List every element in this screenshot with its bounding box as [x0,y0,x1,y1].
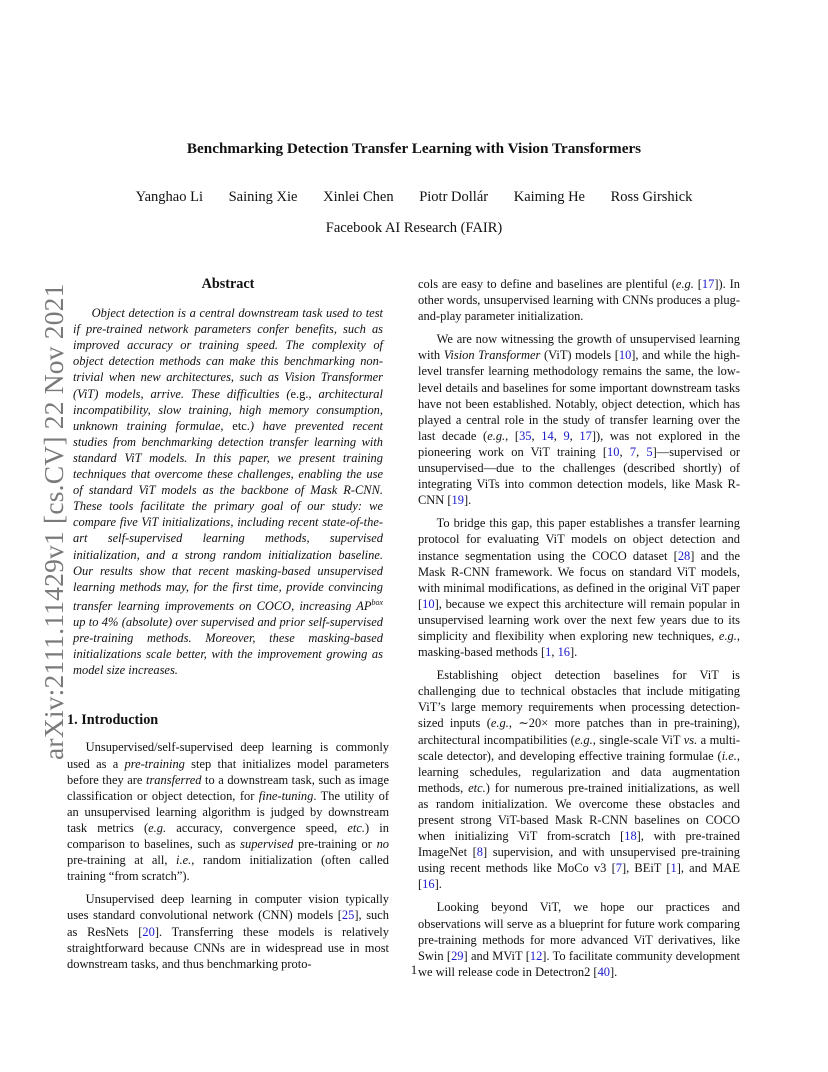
author-name: Xinlei Chen [323,189,394,205]
body-paragraph: We are now witnessing the growth of unsupervised learning with Vision Transformer (ViT) models [10], and while the high-level transfer learning methodology remains the same, the low-level details and baselines for some important downstream tasks have not been established. Notably, object detection, which has played a central role in the study of transfer learning over the last decade (e.g., [35, 14, 9, 17]), was not explored in the pioneering work on ViT training [10, 7, 5]—supervised or unsupervised—due to the challenges (described shortly) of integrating ViTs into common detection models, like Mask R-CNN [19]. [418,332,741,508]
body-paragraph: Unsupervised/self-supervised deep learning is commonly used as a pre-training step that initializes model parameters before they are transferred to a downstream task, such as image classification or object detection, for fine-tuning. The utility of an unsupervised learning algorithm is judged by downstream task metrics (e.g. accuracy, convergence speed, etc.) in comparison to baselines, such as supervised pre-training or no pre-training at all, i.e., random initialization (often called training “from scratch”). [67,740,389,884]
body-paragraph: To bridge this gap, this paper establishes a transfer learning protocol for evaluating ViT models on object detection and instance segmentation using the COCO dataset [28] and the Mask R-CNN framework. We focus on standard ViT models, with minimal modifications, as defined in the original ViT paper [10], because we expect this architecture will remain popular in unsupervised learning work over the next few years due to its simplicity and flexibility when exploring new techniques, e.g., masking-based methods [1, 16]. [418,516,740,660]
body-paragraph: cols are easy to define and baselines are plentiful (e.g. [17]). In other words, unsupervised learning with CNNs produces a plug-and-play parameter initialization. [418,277,740,324]
right-column [418,276,740,987]
page-number: 1 [410,963,418,977]
body-paragraph: Unsupervised deep learning in computer vision typically uses standard convolutional network (CNN) models [25], such as ResNets [20]. Transferring these models is relatively straightforward because CNNs are in widespread use in most downstream tasks, and thus benchmarking proto- [67,892,389,971]
paper-title: Benchmarking Detection Transfer Learning with Vision Transformers [186,140,642,157]
author-name: Yanghao Li [135,189,203,205]
author-name: Ross Girshick [610,189,693,205]
body-paragraph: Looking beyond ViT, we hope our practices and observations will serve as a blueprint for future work comparing pre-training methods for more advanced ViT derivatives, like Swin [29] and MViT [12]. To facilitate community development we will release code in Detectron2 [40]. [418,900,740,979]
left-column [67,276,389,979]
body-paragraph: Establishing object detection baselines for ViT is challenging due to technical obstacles that include mitigating ViT’s large memory requirements when processing detection-sized inputs (e.g., ∼20× more patches than in pre-training), architectural incompatibilities (e.g., single-scale ViT vs. a multi-scale detector), and developing effective training formulae (i.e., learning schedules, regularization and data augmentation methods, etc.) for numerous pre-trained initializations, as well as random initialization. We overcome these obstacles and present strong ViT-based Mask R-CNN baselines on COCO when initializing ViT from-scratch [18], with pre-trained ImageNet [8] supervision, and with unsupervised pre-training using recent methods like MoCo v3 [7], BEiT [1], and MAE [16]. [418,668,741,892]
author-list [0,189,828,206]
author-name: Kaiming He [513,189,585,205]
abstract-text: Object detection is a central downstream task used to test if pre-trained network parameters confer benefits, such as improved accuracy or training speed. The complexity of object detection methods can make this benchmarking non-trivial when new architectures, such as Vision Transformer (ViT) models, arrive. These difficulties (e.g., architectural incompatibility, slow training, high memory consumption, unknown training formulae, etc.) have prevented recent studies from benchmarking detection transfer learning with standard ViT models. In this paper, we present training techniques that overcome these challenges, enabling the use of standard ViT models as the backbone of Mask R-CNN. These tools facilitate the primary goal of our study: we compare five ViT initializations, including recent state-of-the-art self-supervised learning methods, supervised initialization, and a strong random initialization baseline. Our results show that recent masking-based unsupervised learning methods may, for the first time, provide convincing transfer learning improvements on COCO, increasing $AP^{box}$ up to 4% (absolute) over supervised and prior self-supervised pre-training methods. Moreover, these masking-based initializations scale better, with the improvement growing as model size increases. [73,306,383,678]
author-name: Saining Xie [228,189,298,205]
abstract-heading: Abstract [201,276,255,292]
author-name: Piotr Dollár [419,189,489,205]
affiliation: Facebook AI Research (FAIR) [325,220,503,236]
arxiv-stamp: arXiv:2111.11429v1 [cs.CV] 22 Nov 2021 [38,283,69,760]
section-heading-introduction: 1. Introduction [67,712,159,729]
